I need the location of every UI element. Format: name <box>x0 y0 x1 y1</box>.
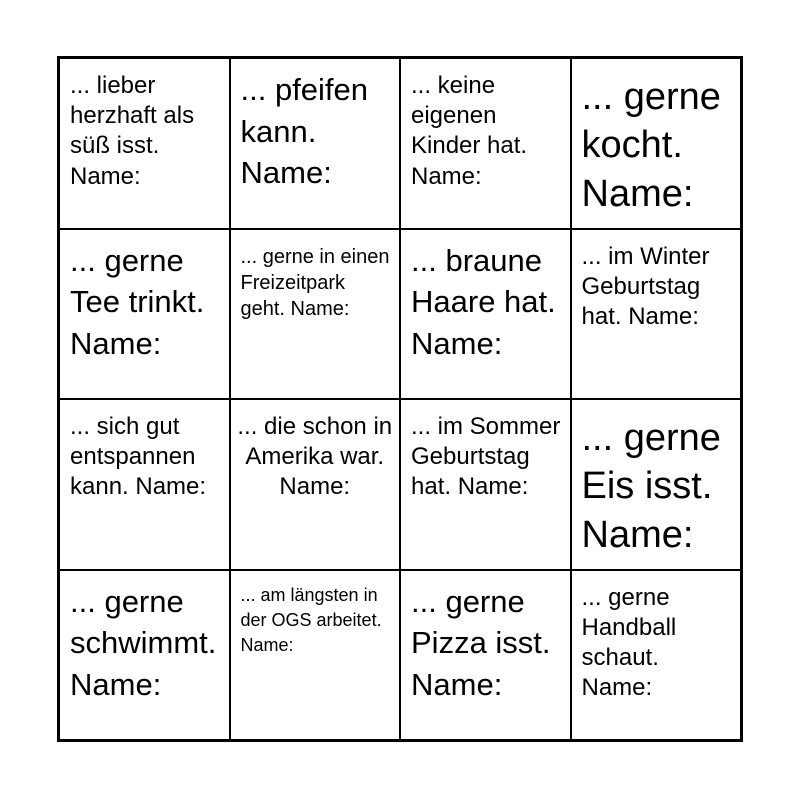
bingo-cell[interactable]: ... gerne Pizza isst. Name: <box>400 570 571 741</box>
bingo-cell[interactable]: ... braune Haare hat. Name: <box>400 229 571 400</box>
bingo-cell[interactable]: ... die schon in Amerika war. Name: <box>230 399 401 570</box>
bingo-cell[interactable]: ... am längsten in der OGS arbeitet. Name: <box>230 570 401 741</box>
bingo-cell[interactable]: ... gerne in einen Freizeitpark geht. Name: <box>230 229 401 400</box>
bingo-cell[interactable]: ... pfeifen kann. Name: <box>230 58 401 229</box>
bingo-cell[interactable]: ... gerne Handball schaut. Name: <box>571 570 742 741</box>
bingo-cell[interactable]: ... im Sommer Geburtstag hat. Name: <box>400 399 571 570</box>
bingo-cell[interactable]: ... im Winter Geburtstag hat. Name: <box>571 229 742 400</box>
bingo-cell[interactable]: ... lieber herzhaft als süß isst. Name: <box>59 58 230 229</box>
bingo-cell[interactable]: ... gerne Tee trinkt. Name: <box>59 229 230 400</box>
bingo-grid <box>57 56 743 742</box>
bingo-cell[interactable]: ... gerne schwimmt. Name: <box>59 570 230 741</box>
bingo-cell[interactable]: ... keine eigenen Kinder hat. Name: <box>400 58 571 229</box>
bingo-cell[interactable]: ... gerne kocht. Name: <box>571 58 742 229</box>
bingo-cell[interactable]: ... gerne Eis isst. Name: <box>571 399 742 570</box>
bingo-cell[interactable]: ... sich gut entspannen kann. Name: <box>59 399 230 570</box>
